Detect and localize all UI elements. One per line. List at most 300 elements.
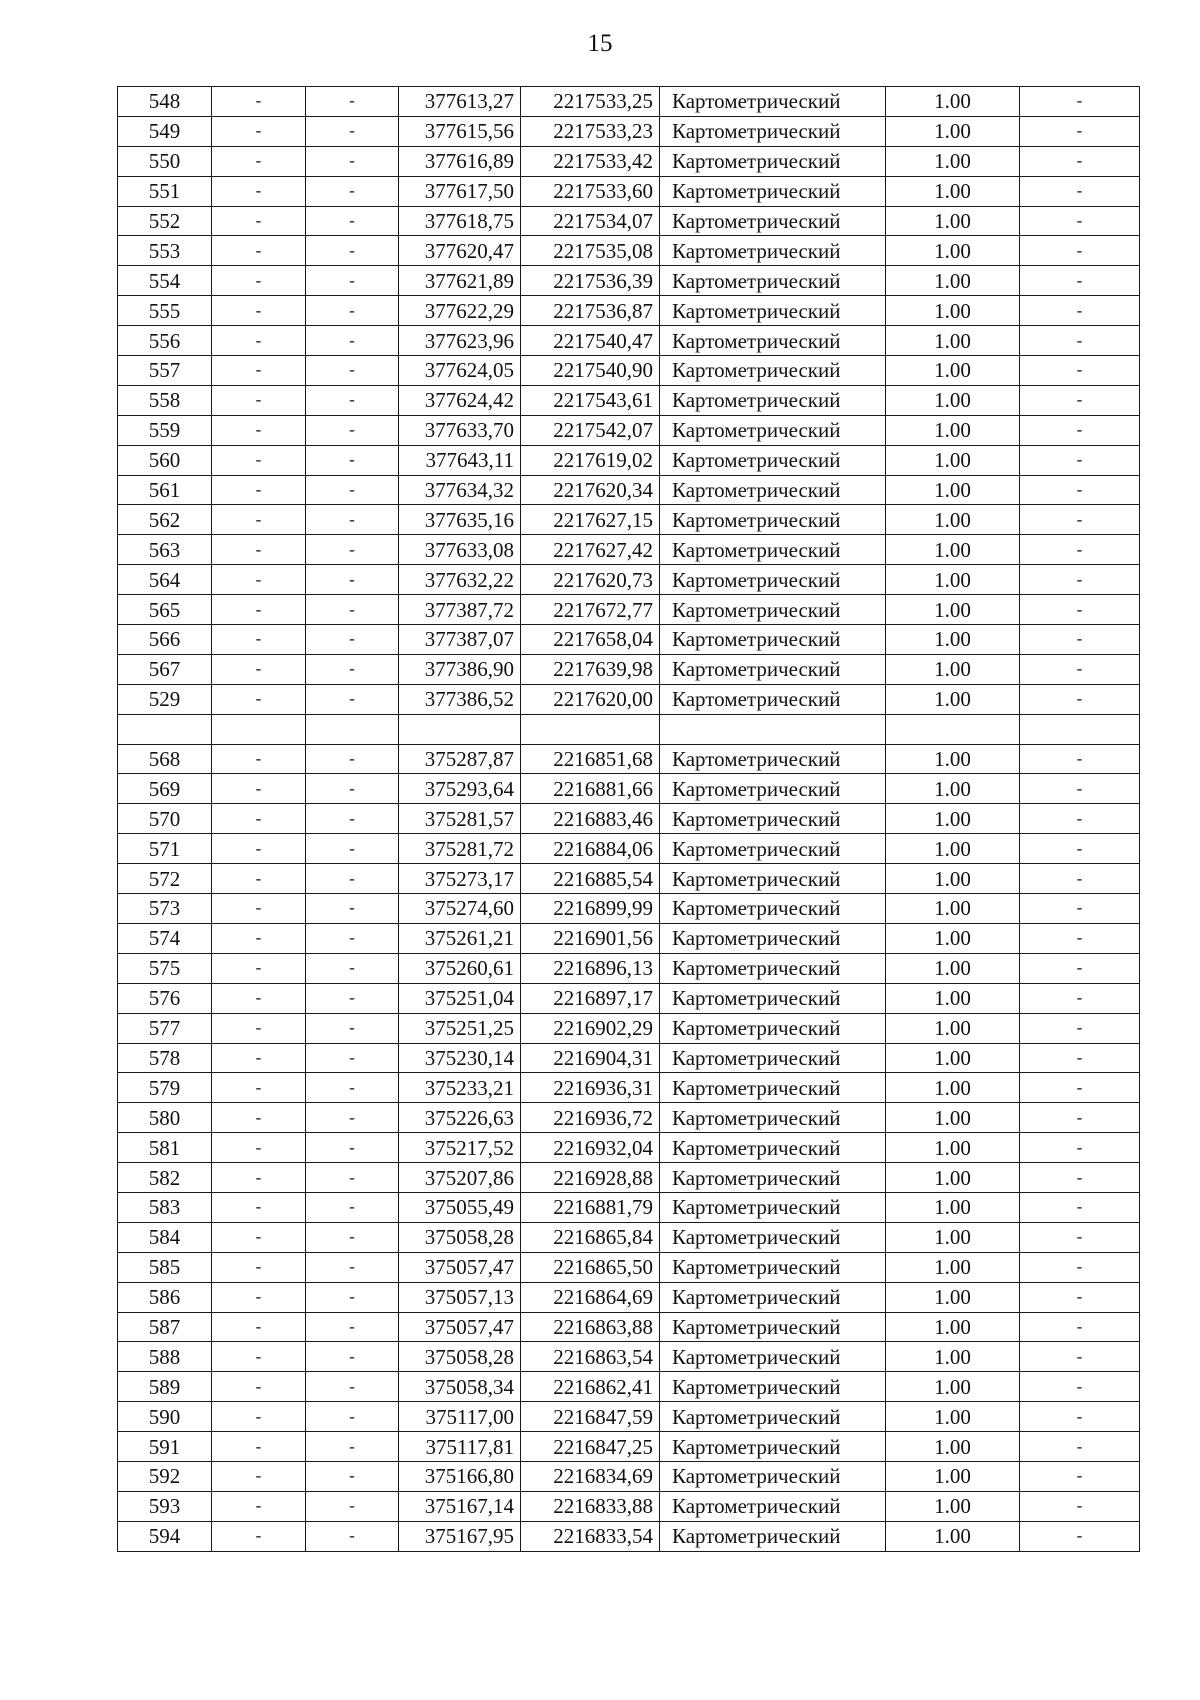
description-cell: - [1020, 1013, 1140, 1043]
method-cell: Картометрический [660, 535, 886, 565]
table-row [118, 1432, 1140, 1462]
point-number-cell: 583 [118, 1192, 212, 1222]
old-y-cell [306, 714, 399, 744]
old-x-cell: - [212, 535, 306, 565]
method-cell: Картометрический [660, 1402, 886, 1432]
y-coordinate-cell: 2216883,46 [521, 804, 660, 834]
x-coordinate-cell: 377618,75 [399, 206, 521, 236]
old-y-cell: - [306, 565, 399, 595]
old-y-cell: - [306, 654, 399, 684]
table-body [118, 87, 1140, 1552]
accuracy-cell: 1.00 [886, 1432, 1020, 1462]
table-row [118, 894, 1140, 924]
y-coordinate-cell: 2216881,79 [521, 1192, 660, 1222]
old-x-cell: - [212, 1222, 306, 1252]
old-y-cell: - [306, 116, 399, 146]
y-coordinate-cell: 2216928,88 [521, 1163, 660, 1193]
method-cell: Картометрический [660, 326, 886, 356]
method-cell: Картометрический [660, 415, 886, 445]
old-x-cell: - [212, 1491, 306, 1521]
x-coordinate-cell: 377621,89 [399, 266, 521, 296]
x-coordinate-cell: 375281,57 [399, 804, 521, 834]
old-x-cell: - [212, 236, 306, 266]
old-y-cell: - [306, 176, 399, 206]
table-row [118, 1103, 1140, 1133]
table-row [118, 296, 1140, 326]
y-coordinate-cell: 2217620,34 [521, 475, 660, 505]
table-row [118, 146, 1140, 176]
table-row [118, 834, 1140, 864]
method-cell: Картометрический [660, 1192, 886, 1222]
x-coordinate-cell: 377386,52 [399, 684, 521, 714]
point-number-cell: 572 [118, 864, 212, 894]
description-cell: - [1020, 1312, 1140, 1342]
x-coordinate-cell: 375207,86 [399, 1163, 521, 1193]
method-cell: Картометрический [660, 1222, 886, 1252]
method-cell: Картометрический [660, 834, 886, 864]
point-number-cell: 594 [118, 1521, 212, 1551]
x-coordinate-cell: 377617,50 [399, 176, 521, 206]
old-y-cell: - [306, 953, 399, 983]
x-coordinate-cell: 375055,49 [399, 1192, 521, 1222]
old-x-cell: - [212, 87, 306, 117]
accuracy-cell: 1.00 [886, 1461, 1020, 1491]
table-row [118, 1192, 1140, 1222]
method-cell: Картометрический [660, 983, 886, 1013]
x-coordinate-cell: 377643,11 [399, 445, 521, 475]
accuracy-cell [886, 714, 1020, 744]
point-number-cell: 582 [118, 1163, 212, 1193]
y-coordinate-cell: 2217627,42 [521, 535, 660, 565]
y-coordinate-cell: 2216936,31 [521, 1073, 660, 1103]
old-y-cell: - [306, 1222, 399, 1252]
y-coordinate-cell: 2216901,56 [521, 923, 660, 953]
x-coordinate-cell: 375281,72 [399, 834, 521, 864]
point-number-cell: 548 [118, 87, 212, 117]
method-cell: Картометрический [660, 744, 886, 774]
accuracy-cell: 1.00 [886, 1013, 1020, 1043]
x-coordinate-cell: 377635,16 [399, 505, 521, 535]
description-cell: - [1020, 1402, 1140, 1432]
y-coordinate-cell: 2217540,47 [521, 326, 660, 356]
old-x-cell: - [212, 356, 306, 386]
y-coordinate-cell [521, 714, 660, 744]
y-coordinate-cell: 2217533,25 [521, 87, 660, 117]
x-coordinate-cell: 375273,17 [399, 864, 521, 894]
method-cell: Картометрический [660, 1252, 886, 1282]
old-y-cell: - [306, 296, 399, 326]
old-x-cell: - [212, 1372, 306, 1402]
table-row [118, 684, 1140, 714]
point-number-cell: 550 [118, 146, 212, 176]
y-coordinate-cell: 2217540,90 [521, 356, 660, 386]
x-coordinate-cell: 375261,21 [399, 923, 521, 953]
method-cell: Картометрический [660, 475, 886, 505]
method-cell: Картометрический [660, 595, 886, 625]
accuracy-cell: 1.00 [886, 266, 1020, 296]
accuracy-cell: 1.00 [886, 1163, 1020, 1193]
accuracy-cell: 1.00 [886, 146, 1020, 176]
old-x-cell: - [212, 1461, 306, 1491]
method-cell: Картометрический [660, 1312, 886, 1342]
point-number-cell: 586 [118, 1282, 212, 1312]
point-number-cell: 552 [118, 206, 212, 236]
description-cell: - [1020, 475, 1140, 505]
description-cell: - [1020, 356, 1140, 386]
old-x-cell: - [212, 684, 306, 714]
method-cell: Картометрический [660, 923, 886, 953]
y-coordinate-cell: 2217672,77 [521, 595, 660, 625]
point-number-cell: 568 [118, 744, 212, 774]
old-y-cell: - [306, 834, 399, 864]
table-row [118, 1282, 1140, 1312]
method-cell: Картометрический [660, 1461, 886, 1491]
x-coordinate-cell: 375058,28 [399, 1342, 521, 1372]
accuracy-cell: 1.00 [886, 684, 1020, 714]
old-x-cell: - [212, 505, 306, 535]
accuracy-cell: 1.00 [886, 505, 1020, 535]
point-number-cell: 559 [118, 415, 212, 445]
x-coordinate-cell: 375166,80 [399, 1461, 521, 1491]
method-cell: Картометрический [660, 864, 886, 894]
y-coordinate-cell: 2217542,07 [521, 415, 660, 445]
description-cell: - [1020, 445, 1140, 475]
table-row [118, 1043, 1140, 1073]
table-row [118, 923, 1140, 953]
point-number-cell: 558 [118, 385, 212, 415]
method-cell: Картометрический [660, 565, 886, 595]
x-coordinate-cell: 377632,22 [399, 565, 521, 595]
accuracy-cell: 1.00 [886, 1342, 1020, 1372]
table-row [118, 1342, 1140, 1372]
description-cell: - [1020, 206, 1140, 236]
method-cell: Картометрический [660, 1342, 886, 1372]
y-coordinate-cell: 2217620,73 [521, 565, 660, 595]
table-row [118, 1461, 1140, 1491]
x-coordinate-cell: 377633,08 [399, 535, 521, 565]
old-x-cell [212, 714, 306, 744]
table-row [118, 505, 1140, 535]
y-coordinate-cell: 2216897,17 [521, 983, 660, 1013]
accuracy-cell: 1.00 [886, 1073, 1020, 1103]
accuracy-cell: 1.00 [886, 595, 1020, 625]
point-number-cell [118, 714, 212, 744]
old-x-cell: - [212, 296, 306, 326]
x-coordinate-cell: 377387,07 [399, 625, 521, 655]
y-coordinate-cell: 2216862,41 [521, 1372, 660, 1402]
accuracy-cell: 1.00 [886, 176, 1020, 206]
old-y-cell: - [306, 774, 399, 804]
old-y-cell: - [306, 356, 399, 386]
accuracy-cell: 1.00 [886, 983, 1020, 1013]
description-cell: - [1020, 1461, 1140, 1491]
accuracy-cell: 1.00 [886, 206, 1020, 236]
old-x-cell: - [212, 1521, 306, 1551]
old-x-cell: - [212, 774, 306, 804]
point-number-cell: 592 [118, 1461, 212, 1491]
description-cell: - [1020, 1282, 1140, 1312]
x-coordinate-cell: 375058,34 [399, 1372, 521, 1402]
old-x-cell: - [212, 834, 306, 864]
y-coordinate-cell: 2217639,98 [521, 654, 660, 684]
table-row [118, 415, 1140, 445]
description-cell: - [1020, 1432, 1140, 1462]
y-coordinate-cell: 2217627,15 [521, 505, 660, 535]
accuracy-cell: 1.00 [886, 1491, 1020, 1521]
x-coordinate-cell: 375057,47 [399, 1252, 521, 1282]
description-cell: - [1020, 1073, 1140, 1103]
x-coordinate-cell: 375274,60 [399, 894, 521, 924]
old-y-cell: - [306, 236, 399, 266]
point-number-cell: 575 [118, 953, 212, 983]
point-number-cell: 584 [118, 1222, 212, 1252]
point-number-cell: 574 [118, 923, 212, 953]
old-y-cell: - [306, 684, 399, 714]
accuracy-cell: 1.00 [886, 415, 1020, 445]
old-x-cell: - [212, 1192, 306, 1222]
old-y-cell: - [306, 625, 399, 655]
method-cell: Картометрический [660, 1133, 886, 1163]
blank-separator-row [118, 714, 1140, 744]
table-row [118, 565, 1140, 595]
old-x-cell: - [212, 1282, 306, 1312]
x-coordinate-cell: 377622,29 [399, 296, 521, 326]
old-x-cell: - [212, 595, 306, 625]
accuracy-cell: 1.00 [886, 774, 1020, 804]
old-x-cell: - [212, 864, 306, 894]
method-cell: Картометрический [660, 774, 886, 804]
y-coordinate-cell: 2217658,04 [521, 625, 660, 655]
table-row [118, 326, 1140, 356]
description-cell: - [1020, 1521, 1140, 1551]
x-coordinate-cell: 377623,96 [399, 326, 521, 356]
point-number-cell: 571 [118, 834, 212, 864]
x-coordinate-cell: 377620,47 [399, 236, 521, 266]
y-coordinate-cell: 2216833,54 [521, 1521, 660, 1551]
description-cell: - [1020, 415, 1140, 445]
point-number-cell: 588 [118, 1342, 212, 1372]
y-coordinate-cell: 2217620,00 [521, 684, 660, 714]
y-coordinate-cell: 2216863,88 [521, 1312, 660, 1342]
point-number-cell: 555 [118, 296, 212, 326]
old-y-cell: - [306, 146, 399, 176]
old-x-cell: - [212, 415, 306, 445]
old-x-cell: - [212, 923, 306, 953]
accuracy-cell: 1.00 [886, 804, 1020, 834]
point-number-cell: 564 [118, 565, 212, 595]
y-coordinate-cell: 2216847,25 [521, 1432, 660, 1462]
table-row [118, 266, 1140, 296]
x-coordinate-cell: 377613,27 [399, 87, 521, 117]
old-x-cell: - [212, 1163, 306, 1193]
accuracy-cell: 1.00 [886, 1521, 1020, 1551]
description-cell: - [1020, 385, 1140, 415]
method-cell: Картометрический [660, 1491, 886, 1521]
table-row [118, 1163, 1140, 1193]
point-number-cell: 581 [118, 1133, 212, 1163]
old-x-cell: - [212, 804, 306, 834]
table-row [118, 804, 1140, 834]
table-row [118, 385, 1140, 415]
y-coordinate-cell: 2216834,69 [521, 1461, 660, 1491]
method-cell: Картометрический [660, 146, 886, 176]
old-x-cell: - [212, 894, 306, 924]
old-x-cell: - [212, 146, 306, 176]
old-y-cell: - [306, 415, 399, 445]
table-row [118, 475, 1140, 505]
description-cell: - [1020, 684, 1140, 714]
x-coordinate-cell: 377624,42 [399, 385, 521, 415]
old-x-cell: - [212, 445, 306, 475]
description-cell: - [1020, 774, 1140, 804]
old-y-cell: - [306, 1133, 399, 1163]
description-cell: - [1020, 625, 1140, 655]
y-coordinate-cell: 2216932,04 [521, 1133, 660, 1163]
table-row [118, 1372, 1140, 1402]
old-x-cell: - [212, 625, 306, 655]
method-cell: Картометрический [660, 505, 886, 535]
y-coordinate-cell: 2216884,06 [521, 834, 660, 864]
y-coordinate-cell: 2216904,31 [521, 1043, 660, 1073]
accuracy-cell: 1.00 [886, 625, 1020, 655]
old-y-cell: - [306, 535, 399, 565]
description-cell: - [1020, 953, 1140, 983]
accuracy-cell: 1.00 [886, 385, 1020, 415]
method-cell: Картометрический [660, 1282, 886, 1312]
y-coordinate-cell: 2217536,87 [521, 296, 660, 326]
old-y-cell: - [306, 505, 399, 535]
point-number-cell: 561 [118, 475, 212, 505]
old-y-cell: - [306, 983, 399, 1013]
y-coordinate-cell: 2216885,54 [521, 864, 660, 894]
accuracy-cell: 1.00 [886, 923, 1020, 953]
accuracy-cell: 1.00 [886, 1402, 1020, 1432]
description-cell: - [1020, 595, 1140, 625]
point-number-cell: 587 [118, 1312, 212, 1342]
description-cell: - [1020, 744, 1140, 774]
method-cell: Картометрический [660, 894, 886, 924]
description-cell: - [1020, 1342, 1140, 1372]
method-cell: Картометрический [660, 953, 886, 983]
old-y-cell: - [306, 894, 399, 924]
accuracy-cell: 1.00 [886, 864, 1020, 894]
method-cell: Картометрический [660, 206, 886, 236]
table-row [118, 1252, 1140, 1282]
point-number-cell: 549 [118, 116, 212, 146]
old-x-cell: - [212, 565, 306, 595]
point-number-cell: 579 [118, 1073, 212, 1103]
point-number-cell: 585 [118, 1252, 212, 1282]
old-y-cell: - [306, 804, 399, 834]
old-x-cell: - [212, 1013, 306, 1043]
old-y-cell: - [306, 87, 399, 117]
old-x-cell: - [212, 1133, 306, 1163]
point-number-cell: 566 [118, 625, 212, 655]
table-row [118, 236, 1140, 266]
point-number-cell: 569 [118, 774, 212, 804]
y-coordinate-cell: 2216833,88 [521, 1491, 660, 1521]
accuracy-cell: 1.00 [886, 953, 1020, 983]
description-cell: - [1020, 654, 1140, 684]
table-row [118, 595, 1140, 625]
table-row [118, 1402, 1140, 1432]
y-coordinate-cell: 2217533,60 [521, 176, 660, 206]
accuracy-cell: 1.00 [886, 296, 1020, 326]
method-cell [660, 714, 886, 744]
old-y-cell: - [306, 1342, 399, 1372]
old-y-cell: - [306, 864, 399, 894]
x-coordinate-cell: 375260,61 [399, 953, 521, 983]
point-number-cell: 560 [118, 445, 212, 475]
method-cell: Картометрический [660, 625, 886, 655]
point-number-cell: 551 [118, 176, 212, 206]
accuracy-cell: 1.00 [886, 834, 1020, 864]
description-cell: - [1020, 983, 1140, 1013]
x-coordinate-cell: 375251,25 [399, 1013, 521, 1043]
accuracy-cell: 1.00 [886, 1282, 1020, 1312]
description-cell: - [1020, 236, 1140, 266]
description-cell: - [1020, 326, 1140, 356]
method-cell: Картометрический [660, 1013, 886, 1043]
table-row [118, 445, 1140, 475]
description-cell: - [1020, 1133, 1140, 1163]
table-row [118, 206, 1140, 236]
y-coordinate-cell: 2217536,39 [521, 266, 660, 296]
x-coordinate-cell: 375230,14 [399, 1043, 521, 1073]
point-number-cell: 589 [118, 1372, 212, 1402]
table-row [118, 1491, 1140, 1521]
x-coordinate-cell: 375057,13 [399, 1282, 521, 1312]
old-x-cell: - [212, 326, 306, 356]
x-coordinate-cell: 375117,81 [399, 1432, 521, 1462]
old-x-cell: - [212, 983, 306, 1013]
point-number-cell: 580 [118, 1103, 212, 1133]
point-number-cell: 529 [118, 684, 212, 714]
accuracy-cell: 1.00 [886, 356, 1020, 386]
x-coordinate-cell: 375167,14 [399, 1491, 521, 1521]
point-number-cell: 565 [118, 595, 212, 625]
description-cell: - [1020, 146, 1140, 176]
old-x-cell: - [212, 1043, 306, 1073]
y-coordinate-cell: 2216864,69 [521, 1282, 660, 1312]
old-x-cell: - [212, 116, 306, 146]
table-row [118, 116, 1140, 146]
old-y-cell: - [306, 1491, 399, 1521]
table-row [118, 1312, 1140, 1342]
method-cell: Картометрический [660, 1521, 886, 1551]
point-number-cell: 553 [118, 236, 212, 266]
table-row [118, 774, 1140, 804]
table-row [118, 953, 1140, 983]
accuracy-cell: 1.00 [886, 116, 1020, 146]
description-cell: - [1020, 834, 1140, 864]
accuracy-cell: 1.00 [886, 87, 1020, 117]
old-y-cell: - [306, 385, 399, 415]
accuracy-cell: 1.00 [886, 236, 1020, 266]
old-y-cell: - [306, 1372, 399, 1402]
point-number-cell: 590 [118, 1402, 212, 1432]
old-x-cell: - [212, 475, 306, 505]
y-coordinate-cell: 2216896,13 [521, 953, 660, 983]
point-number-cell: 557 [118, 356, 212, 386]
method-cell: Картометрический [660, 804, 886, 834]
accuracy-cell: 1.00 [886, 1133, 1020, 1163]
method-cell: Картометрический [660, 236, 886, 266]
old-x-cell: - [212, 1073, 306, 1103]
old-x-cell: - [212, 1312, 306, 1342]
old-x-cell: - [212, 953, 306, 983]
old-x-cell: - [212, 1252, 306, 1282]
